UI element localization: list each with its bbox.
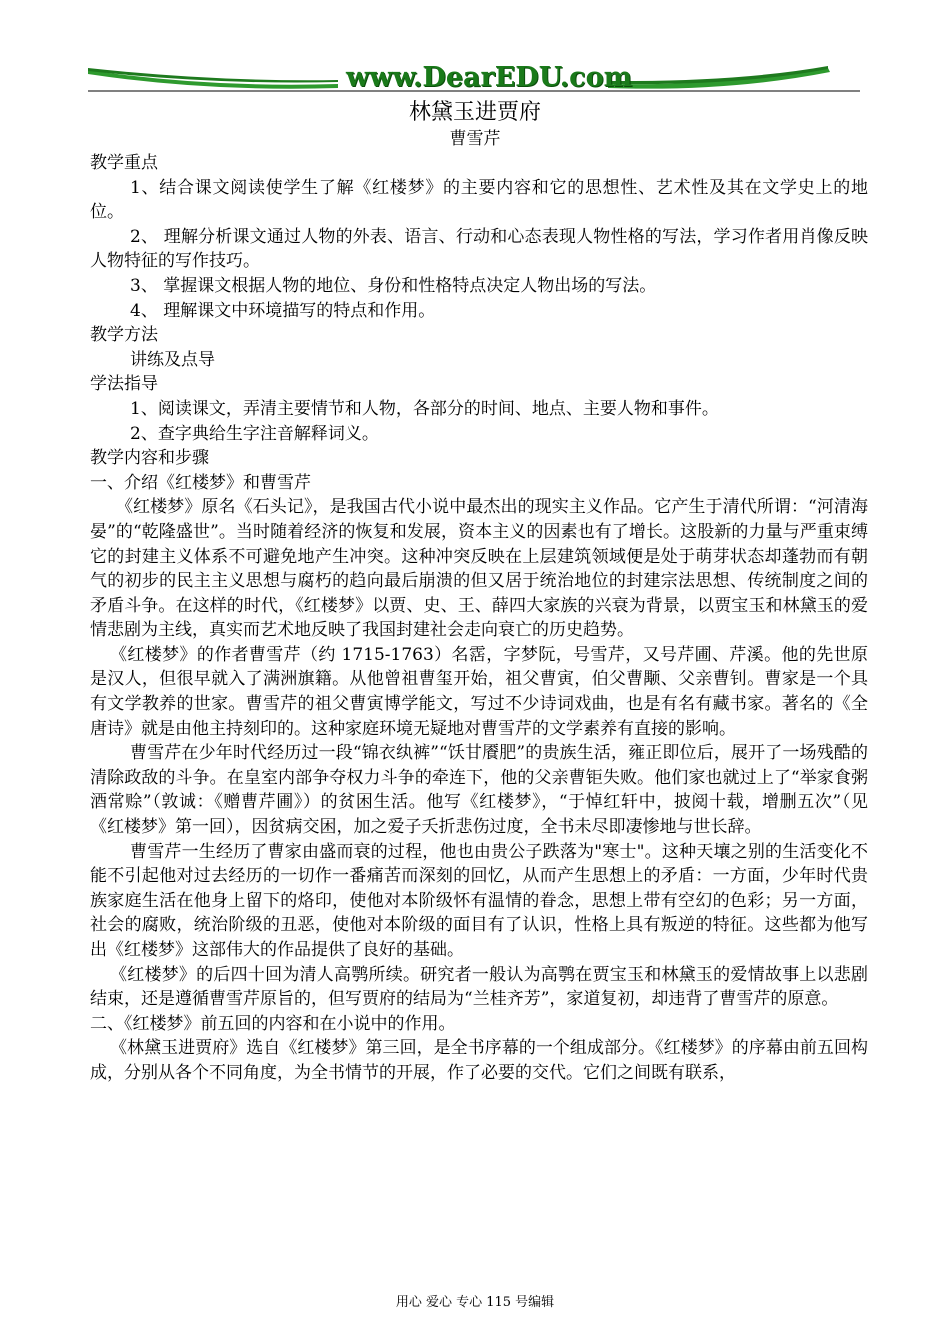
paragraph-3: 曹雪芹在少年时代经历过一段“锦衣纨裤”“饫甘餍肥”的贵族生活，雍正即位后，展开了一场残酷的清除政敌的斗争。在皇室内部争夺权力斗争的牵连下，他的父亲曹钜失败。他们家也就过上了“举家食粥酒常赊”（敦诚：《赠曹芹圃》）的贫困生活。他写《红楼梦》，“于悼红轩中，披阅十载，增删五次”（见《红楼梦》第一回），因贫病交困，加之爱子夭折悲伤过度，全书未尽即凄惨地与世长辞。: [90, 743, 868, 838]
key-point-1: 1、结合课文阅读使学生了解《红楼梦》的主要内容和它的思想性、艺术性及其在文学史上的地位。: [90, 177, 868, 223]
paragraph-2: 《红楼梦》的作者曹雪芹（约 1715-1763）名霑，字梦阮，号雪芹，又号芹圃、芹溪。他的先世原是汉人，但很早就入了满洲旗籍。从他曾祖曹玺开始，祖父曹寅，伯父曹颙、父亲曹钊。曹家是一个具有文学教养的世家。曹雪芹的祖父曹寅博学能文，写过不少诗词戏曲，也是有名有藏书家。著名的《全唐诗》就是由他主持刻印的。这种家庭环境无疑地对曹雪芹的文学素养有直接的影响。: [90, 644, 868, 739]
site-logo-text: www.DearEDU.com: [346, 62, 633, 93]
paragraph-6: 《林黛玉进贾府》选自《红楼梦》第三回，是全书序幕的一个组成部分。《红楼梦》的序幕由前五回构成，分别从各个不同角度，为全书情节的开展，作了必要的交代。它们之间既有联系，: [90, 1038, 868, 1083]
site-header: [88, 58, 860, 98]
heading-method: 教学方法: [90, 325, 158, 346]
guide-2: 2、查字典给生字注音解释词义。: [130, 423, 379, 444]
heading-steps: 教学内容和步骤: [90, 448, 209, 469]
method-text: 讲练及点导: [130, 349, 215, 370]
paragraph-4: 曹雪芹一生经历了曹家由盛而衰的过程，他也由贵公子跌落为"寒士"。这种天壤之别的生活变化不能不引起他对过去经历的一切作一番痛苦而深刻的回忆，从而产生思想上的矛盾：一方面，少年时代贵族家庭生活在他身上留下的烙印，使他对本阶级怀有温情的眷念，思想上带有空幻的色彩；另一方面，社会的腐败，统治阶级的丑恶，使他对本阶级的面目有了认识，性格上具有叛逆的特征。这些都为他写出《红楼梦》这部伟大的作品提供了良好的基础。: [90, 841, 868, 960]
article-author: 曹雪芹: [449, 129, 501, 149]
article-body: [90, 151, 868, 1086]
key-point-4: 4、 理解课文中环境描写的特点和作用。: [130, 300, 436, 321]
paragraph-5: 《红楼梦》的后四十回为清人高鹗所续。研究者一般认为高鹗在贾宝玉和林黛玉的爱情故事上以悲剧结束，还是遵循曹雪芹原旨的，但写贾府的结局为“兰桂齐芳”，家道复初，却违背了曹雪芹的原意。: [90, 964, 868, 1010]
heading-part-1: 一、介绍《红楼梦》和曹雪芹: [90, 472, 311, 493]
article-title: 林黛玉进贾府: [408, 100, 541, 125]
heading-guide: 学法指导: [90, 374, 158, 395]
paragraph-1: 《红楼梦》原名《石头记》，是我国古代小说中最杰出的现实主义作品。它产生于清代所谓：“河清海晏”的“乾隆盛世”。当时随着经济的恢复和发展，资本主义的因素也有了增长。这股新的力量与严重束缚它的封建主义体系不可避免地产生冲突。这种冲突反映在上层建筑领域便是处于萌芽状态却蓬勃而有朝气的初步的民主主义思想与腐朽的趋向最后崩溃的但又居于统治地位的封建宗法思想、传统制度之间的矛盾斗争。在这样的时代，《红楼梦》以贾、史、王、薛四大家族的兴衰为背景，以贾宝玉和林黛玉的爱情悲剧为主线，真实而艺术地反映了我国封建社会走向衰亡的历史趋势。: [90, 497, 868, 641]
heading-part-2: 二、《红楼梦》前五回的内容和在小说中的作用。: [90, 1013, 456, 1034]
page-footer: 用心 爱心 专心 115 号编辑: [395, 1295, 555, 1310]
key-point-2: 2、 理解分析课文通过人物的外表、语言、行动和心态表现人物性格的写法，学习作者用肖像反映人物特征的写作技巧。: [90, 226, 868, 272]
key-point-3: 3、 掌握课文根据人物的地位、身份和性格特点决定人物出场的写法。: [130, 275, 657, 296]
guide-1: 1、阅读课文，弄清主要情节和人物，各部分的时间、地点、主要人物和事件。: [130, 398, 719, 419]
heading-key-points: 教学重点: [90, 153, 158, 173]
